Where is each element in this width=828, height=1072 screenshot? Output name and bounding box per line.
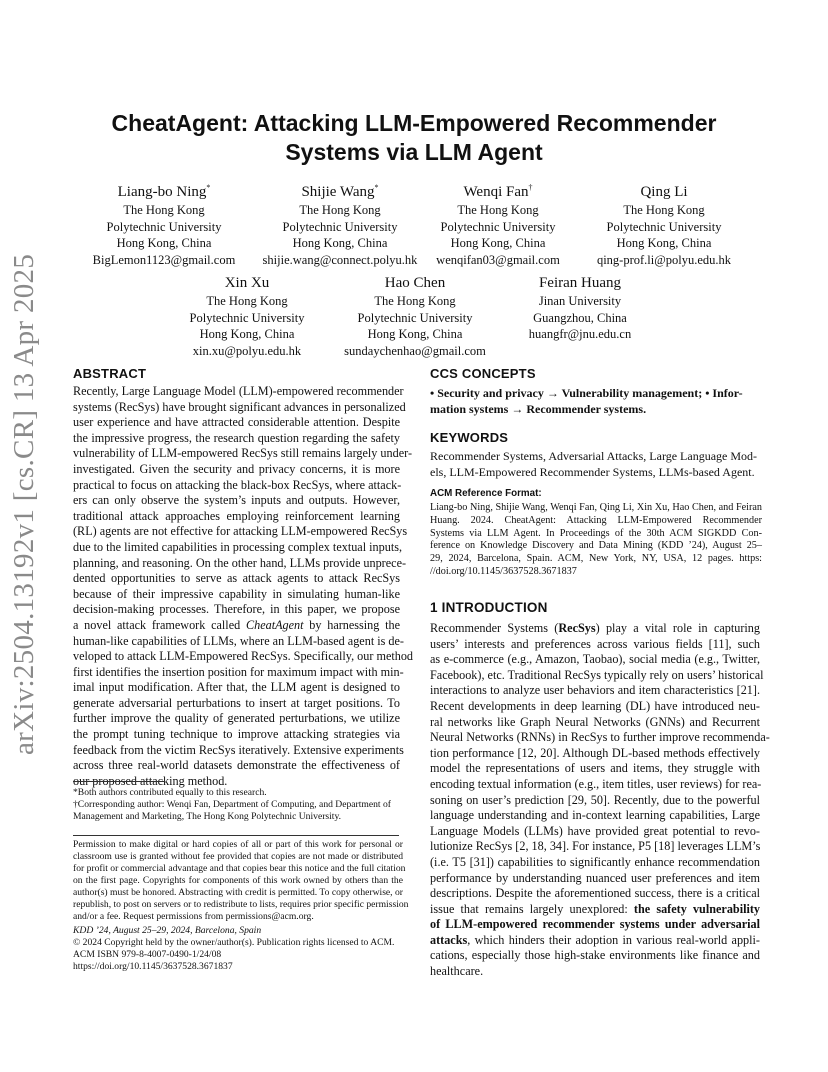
author-name: Xin Xu bbox=[224, 275, 270, 291]
author-block bbox=[333, 273, 497, 359]
author-affiliation: The Hong Kong bbox=[206, 294, 288, 308]
permission-line: classroom use is granted without fee provided that copies are not made or distributed bbox=[73, 851, 403, 862]
introduction-line: as e-commerce (e.g., Amazon, Taobao), social media (e.g., Twitter, bbox=[430, 652, 760, 667]
author-email[interactable]: qing-prof.li@polyu.edu.hk bbox=[596, 252, 732, 267]
reference-heading: ACM Reference Format: bbox=[430, 488, 542, 499]
title-line-1: CheatAgent: Attacking LLM-Empowered Recommender bbox=[111, 110, 717, 136]
abstract-line: imal input modification. After that, the LLM agent is designed to bbox=[73, 680, 400, 695]
reference-line: Systems via LLM Agent. In Proceedings of the 30th ACM SIGKDD Con- bbox=[430, 527, 762, 539]
arxiv-identifier: arXiv:2504.13192v1 [cs.CR] 13 Apr 2025 bbox=[8, 253, 40, 755]
author-affiliation: Polytechnic University bbox=[106, 219, 222, 234]
introduction-line: model the representations of users and items, they struggle with bbox=[430, 761, 760, 776]
author-affiliation: Hong Kong, China bbox=[199, 327, 295, 341]
author-block bbox=[583, 178, 745, 268]
introduction-line: lutionize RecSys [2, 18, 34]. For instance, P5 [18] leverages LLM’s bbox=[430, 839, 761, 854]
keywords-line: Recommender Systems, Adversarial Attacks, Large Language Mod- bbox=[430, 449, 758, 463]
introduction-line: of LLM-empowered recommender systems under adversarial bbox=[430, 917, 760, 932]
permission-divider bbox=[73, 835, 399, 836]
permission-line: Permission to make digital or hard copies of all or part of this work for personal or bbox=[73, 839, 403, 850]
paper-title bbox=[70, 109, 758, 167]
reference-line: //doi.org/10.1145/3637528.3671837 bbox=[430, 565, 577, 577]
introduction-line: ral networks like Graph Neural Networks (GNNs) and Recurrent bbox=[430, 714, 760, 729]
author-affiliation: Hong Kong, China bbox=[616, 236, 712, 250]
abstract-line: human-like capabilities of LLMs, where an LLM-based agent is de- bbox=[73, 633, 404, 648]
abstract-line: investigated. Given the security and privacy concerns, it is more bbox=[73, 461, 400, 476]
abstract-line: because of their impressive capability in simulating human-like bbox=[73, 586, 400, 601]
ccs-body bbox=[430, 386, 760, 417]
abstract-line: vulnerability of LLM-empowered RecSys still remains largely under- bbox=[73, 446, 413, 461]
author-affiliation: Polytechnic University bbox=[282, 219, 398, 234]
introduction-line: Language Models (LLMs) have provided great potential to revo- bbox=[430, 823, 760, 838]
keywords-body bbox=[430, 449, 760, 480]
abstract-line: across three real-world datasets demonstrate the effectiveness of bbox=[73, 758, 400, 773]
author-affiliation: Polytechnic University bbox=[606, 219, 722, 234]
author-affiliation: Hong Kong, China bbox=[116, 236, 212, 250]
author-affiliation: Jinan University bbox=[538, 294, 622, 308]
author-affiliation: The Hong Kong bbox=[457, 203, 539, 217]
introduction-line: soning on user’s prediction [29, 50]. Recently, due to the powerful bbox=[430, 792, 760, 807]
introduction-line: Facebook), etc. Traditional RecSys typically rely on users’ historical bbox=[430, 667, 764, 682]
footnote-corresponding: Management and Marketing, The Hong Kong Polytechnic University. bbox=[73, 811, 342, 822]
abstract-line: practical to focus on attacking the black-box RecSys, where attack- bbox=[73, 477, 402, 492]
introduction-line: healthcare. bbox=[430, 964, 484, 979]
author-block bbox=[250, 178, 430, 268]
abstract-line: the impressive progress, the research question regarding the safety bbox=[73, 430, 400, 445]
author-affiliation: The Hong Kong bbox=[623, 203, 705, 217]
footnotes bbox=[73, 787, 403, 823]
introduction-line: users’ interests and preferences across various fields [11], such bbox=[430, 636, 760, 651]
author-name: Liang-bo Ning bbox=[117, 184, 207, 200]
introduction-line: Recommender Systems (RecSys) play a vital role in capturing bbox=[430, 621, 760, 635]
introduction-line: descriptions. Despite the aforementioned success, there is a critical bbox=[430, 886, 760, 901]
keywords-line: els, LLM-Empowered Recommender Systems, LLMs-based Agent. bbox=[430, 464, 755, 479]
introduction-line: performance by understanding nuanced user preferences and item bbox=[430, 870, 760, 885]
publication-info bbox=[73, 925, 403, 973]
abstract-line: decision-making processes. Therefore, in this paper, we propose bbox=[73, 602, 400, 617]
abstract-line: first identifies the insertion position for maximum impact with min- bbox=[73, 664, 404, 679]
abstract-line: planning, and reasoning. On the other hand, LLMs provide unprece- bbox=[73, 555, 407, 570]
author-email[interactable]: xin.xu@polyu.edu.hk bbox=[192, 343, 302, 358]
reference-line: 29, 2024, Barcelona, Spain. ACM, New York, NY, USA, 12 pages. https: bbox=[430, 553, 762, 565]
doi-link[interactable]: https://doi.org/10.1145/3637528.3671837 bbox=[73, 961, 233, 972]
introduction-heading: 1 INTRODUCTION bbox=[430, 600, 548, 615]
author-affiliation: Hong Kong, China bbox=[292, 236, 388, 250]
author-affiliation: The Hong Kong bbox=[123, 203, 205, 217]
author-affiliation: Polytechnic University bbox=[440, 219, 556, 234]
author-block bbox=[84, 178, 244, 268]
ccs-line: mation systems → Recommender systems. bbox=[430, 401, 647, 416]
ccs-heading: CCS CONCEPTS bbox=[430, 366, 536, 381]
abstract-heading: ABSTRACT bbox=[73, 366, 147, 381]
abstract-line: systems (RecSys) have brought significant advances in personalized bbox=[73, 399, 406, 414]
abstract-line: the prompt tuning technique to improve attacking strategies via bbox=[73, 727, 400, 742]
conference-line: KDD ’24, August 25–29, 2024, Barcelona, Spain bbox=[73, 925, 262, 936]
author-mark: * bbox=[206, 183, 211, 192]
ccs-line: • Security and privacy → Vulnerability management; • Infor- bbox=[430, 386, 743, 400]
abstract-line: due to the limited capabilities in processing complex textual inputs, bbox=[73, 539, 402, 554]
author-name: Qing Li bbox=[640, 184, 688, 200]
reference-line: Liang-bo Ning, Shijie Wang, Wenqi Fan, Qing Li, Xin Xu, Hao Chen, and Feiran bbox=[430, 502, 762, 513]
abstract-line: Recently, Large Language Model (LLM)-empowered recommender bbox=[73, 384, 404, 398]
abstract-line: our proposed attacking method. bbox=[73, 773, 228, 788]
title-line-2: Systems via LLM Agent bbox=[285, 139, 543, 165]
author-email[interactable]: huangfr@jnu.edu.cn bbox=[528, 327, 632, 341]
permission-line: and/or a fee. Request permissions from permissions@acm.org. bbox=[73, 911, 314, 922]
reference-body bbox=[430, 502, 762, 579]
author-affiliation: Hong Kong, China bbox=[450, 236, 546, 250]
author-affiliation: Polytechnic University bbox=[189, 310, 305, 325]
author-email[interactable]: shijie.wang@connect.polyu.hk bbox=[262, 252, 418, 267]
author-block bbox=[512, 273, 648, 343]
abstract-line: user experience and have attracted considerable attention. Despite bbox=[73, 415, 400, 430]
abstract-line: dented opportunities to serve as attack agents to attack RecSys bbox=[73, 571, 400, 586]
author-affiliation: The Hong Kong bbox=[374, 294, 456, 308]
permission-line: for profit or commercial advantage and that copies bear this notice and the full citation bbox=[73, 863, 406, 874]
author-mark: † bbox=[528, 183, 533, 192]
author-affiliation: Polytechnic University bbox=[357, 310, 473, 325]
author-email[interactable]: wenqifan03@gmail.com bbox=[436, 252, 560, 267]
author-name: Shijie Wang bbox=[301, 184, 375, 200]
keywords-heading: KEYWORDS bbox=[430, 430, 509, 445]
abstract-line: generate adversarial perturbations to insert at target positions. To bbox=[73, 695, 400, 710]
footnote-divider bbox=[73, 781, 165, 782]
abstract-line: further improve the quality of generated perturbations, we utilize bbox=[73, 711, 400, 726]
introduction-line: tion performance [12, 20]. Although DL-based methods effectively bbox=[430, 745, 760, 760]
author-name: Hao Chen bbox=[384, 275, 446, 291]
author-name: Wenqi Fan bbox=[463, 184, 529, 200]
permission-line: author(s) must be honored. Abstracting with credit is permitted. To copy otherwise, or bbox=[73, 887, 403, 898]
introduction-line: encoding textual information (e.g., item titles, user reviews) for rea- bbox=[430, 776, 762, 791]
introduction-line: issue that remains largely unexplored: the safety vulnerability bbox=[430, 901, 761, 916]
author-affiliation: The Hong Kong bbox=[299, 203, 381, 217]
abstract-line: ers can only observe the system’s inputs and outputs. However, bbox=[73, 493, 400, 508]
introduction-line: (i.e. T5 [31]) capabilities to significantly enhance recommendation bbox=[430, 854, 760, 869]
introduction-line: attacks, which hinders their adoption in various real-world appli- bbox=[430, 932, 760, 947]
permission-notice bbox=[73, 839, 409, 923]
abstract-line: (RL) agents are not effective for attacking LLM-empowered RecSys bbox=[73, 524, 408, 539]
abstract-line: a novel attack framework called CheatAgent by harnessing the bbox=[73, 617, 401, 632]
author-affiliation: Hong Kong, China bbox=[367, 327, 463, 341]
copyright-line: © 2024 Copyright held by the owner/author(s). Publication rights licensed to ACM. bbox=[73, 937, 395, 948]
abstract-line: traditional attack approaches employing reinforcement learning bbox=[73, 508, 400, 523]
abstract-line: veloped to attack LLM-Empowered RecSys. Specifically, our method bbox=[73, 649, 414, 664]
abstract-body bbox=[73, 384, 414, 789]
introduction-line: language understanding and in-context learning capabilities, Large bbox=[430, 808, 760, 823]
abstract-line: feedback from the victim RecSys iteratively. Extensive experiments bbox=[73, 742, 404, 757]
introduction-line: Recent developments in deep learning (DL) have introduced neu- bbox=[430, 698, 760, 713]
footnote-corresponding: †Corresponding author: Wenqi Fan, Department of Computing, and Department of bbox=[73, 799, 391, 810]
introduction-line: Neural Networks (RNNs) in RecSys to further improve recommenda- bbox=[430, 730, 770, 745]
author-mark: * bbox=[374, 183, 379, 192]
author-block bbox=[172, 273, 322, 359]
author-affiliation: Guangzhou, China bbox=[533, 310, 627, 325]
permission-line: on the first page. Copyrights for components of this work owned by others than the bbox=[73, 875, 403, 886]
author-email[interactable]: sundaychenhao@gmail.com bbox=[344, 343, 486, 358]
isbn-line: ACM ISBN 979-8-4007-0490-1/24/08 bbox=[73, 949, 222, 960]
introduction-body bbox=[430, 621, 770, 980]
author-email[interactable]: BigLemon1123@gmail.com bbox=[92, 252, 236, 267]
permission-line: republish, to post on servers or to redistribute to lists, requires prior specific permission bbox=[73, 899, 409, 910]
author-block bbox=[425, 178, 571, 268]
footnote-equal: *Both authors contributed equally to this research. bbox=[73, 787, 267, 798]
introduction-line: interactions to analyze user behaviors and item characteristics [21]. bbox=[430, 683, 760, 698]
reference-line: ference on Knowledge Discovery and Data Mining (KDD ’24), August 25– bbox=[430, 540, 762, 552]
reference-line: Huang. 2024. CheatAgent: Attacking LLM-Empowered Recommender bbox=[430, 514, 762, 526]
author-name: Feiran Huang bbox=[538, 275, 622, 291]
introduction-line: cations, especially those high-stake environments like finance and bbox=[430, 948, 760, 963]
